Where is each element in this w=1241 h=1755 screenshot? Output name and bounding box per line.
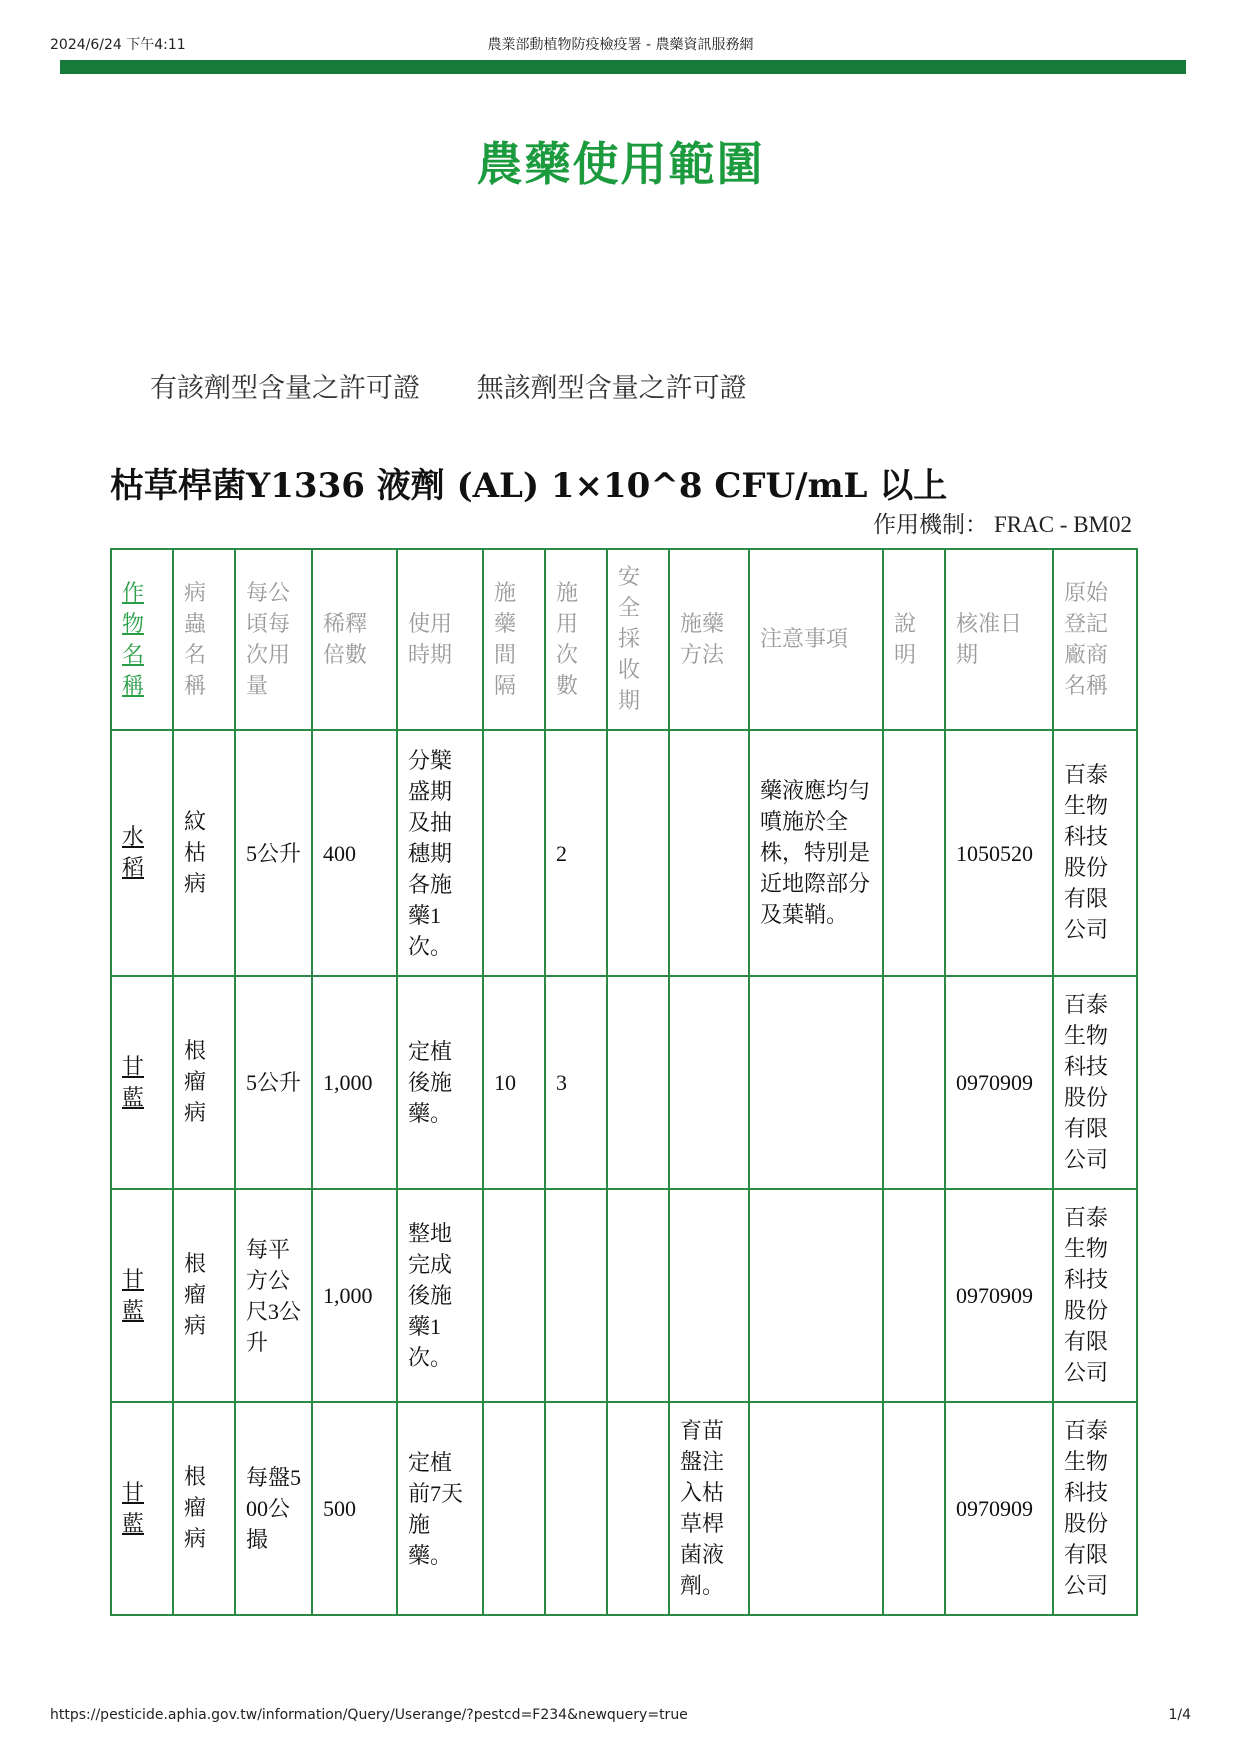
tab-without-license[interactable]: 無該劑型含量之許可證 (476, 373, 747, 404)
cell-company: 百泰生物科技股份有限公司 (1053, 976, 1137, 1189)
mechanism (873, 506, 1132, 539)
cell-timing: 整地完成後施藥1次。 (397, 1189, 483, 1402)
cell-crop[interactable]: 甘藍 (111, 1189, 173, 1402)
cell-pest: 根瘤病 (173, 976, 235, 1189)
cell-pest: 根瘤病 (173, 1402, 235, 1615)
cell-times (545, 1402, 607, 1615)
cell-company: 百泰生物科技股份有限公司 (1053, 1189, 1137, 1402)
product-name: 枯草桿菌Y1336 液劑 (AL) 1×10^8 CFU/mL 以上 (110, 466, 948, 506)
cell-harvest (607, 1402, 669, 1615)
header-method: 施藥方法 (669, 549, 749, 730)
cell-harvest (607, 976, 669, 1189)
cell-crop[interactable]: 甘藍 (111, 976, 173, 1189)
cell-notes (749, 1402, 883, 1615)
mechanism-value: FRAC - BM02 (993, 512, 1132, 537)
table-row (111, 1402, 1137, 1615)
cell-method (669, 976, 749, 1189)
cell-timing: 定植前7天施藥。 (397, 1402, 483, 1615)
cell-desc (883, 1402, 945, 1615)
cell-dose: 每盤500公撮 (235, 1402, 312, 1615)
header-bar (60, 60, 1186, 74)
header-harvest: 安全採收期 (607, 549, 669, 730)
tab-with-license[interactable]: 有該劑型含量之許可證 (150, 373, 420, 404)
cell-desc (883, 1189, 945, 1402)
header-company: 原始登記廠商名稱 (1053, 549, 1137, 730)
cell-date: 0970909 (945, 976, 1053, 1189)
cell-date: 0970909 (945, 1189, 1053, 1402)
cell-pest: 根瘤病 (173, 1189, 235, 1402)
cell-dilution: 400 (312, 730, 397, 976)
header-date: 核准日期 (945, 549, 1053, 730)
cell-company: 百泰生物科技股份有限公司 (1053, 730, 1137, 976)
cell-method: 育苗盤注入枯草桿菌液劑。 (669, 1402, 749, 1615)
cell-notes (749, 1189, 883, 1402)
cell-timing: 分櫱盛期及抽穗期各施藥1次。 (397, 730, 483, 976)
header-crop[interactable]: 作物名稱 (111, 549, 173, 730)
header-timing: 使用時期 (397, 549, 483, 730)
print-timestamp: 2024/6/24 下午4:11 (50, 37, 186, 53)
cell-times: 3 (545, 976, 607, 1189)
cell-interval (483, 1402, 545, 1615)
cell-method (669, 1189, 749, 1402)
cell-notes (749, 976, 883, 1189)
cell-dose: 每平方公尺3公升 (235, 1189, 312, 1402)
usage-table (110, 548, 1138, 1616)
cell-dose: 5公升 (235, 976, 312, 1189)
cell-timing: 定植後施藥。 (397, 976, 483, 1189)
page-title: 農藥使用範圍 (476, 137, 765, 191)
header-times: 施用次數 (545, 549, 607, 730)
header-pest: 病蟲名稱 (173, 549, 235, 730)
cell-dilution: 1,000 (312, 976, 397, 1189)
cell-interval (483, 1189, 545, 1402)
cell-desc (883, 730, 945, 976)
cell-crop[interactable]: 甘藍 (111, 1402, 173, 1615)
cell-interval: 10 (483, 976, 545, 1189)
cell-crop[interactable]: 水稻 (111, 730, 173, 976)
cell-harvest (607, 1189, 669, 1402)
page-url: https://pesticide.aphia.gov.tw/information/Query/Userange/?pestcd=F234&newquery=true (50, 1707, 688, 1723)
header-interval: 施藥間隔 (483, 549, 545, 730)
cell-date: 0970909 (945, 1402, 1053, 1615)
table-header-row (111, 549, 1137, 730)
table-row (111, 730, 1137, 976)
document-title: 農業部動植物防疫檢疫署 - 農藥資訊服務網 (487, 37, 754, 53)
mechanism-label: 作用機制： (872, 512, 988, 538)
cell-date: 1050520 (945, 730, 1053, 976)
cell-times: 2 (545, 730, 607, 976)
cell-times (545, 1189, 607, 1402)
cell-harvest (607, 730, 669, 976)
table-row (111, 976, 1137, 1189)
header-dilution: 稀釋倍數 (312, 549, 397, 730)
page-number: 1/4 (1168, 1707, 1191, 1723)
license-tabs (150, 366, 747, 405)
cell-method (669, 730, 749, 976)
cell-dilution: 1,000 (312, 1189, 397, 1402)
header-notes: 注意事項 (749, 549, 883, 730)
header-dose: 每公頃每次用量 (235, 549, 312, 730)
cell-pest: 紋枯病 (173, 730, 235, 976)
cell-dose: 5公升 (235, 730, 312, 976)
cell-company: 百泰生物科技股份有限公司 (1053, 1402, 1137, 1615)
cell-notes: 藥液應均勻噴施於全株，特別是近地際部分及葉鞘。 (749, 730, 883, 976)
cell-dilution: 500 (312, 1402, 397, 1615)
cell-desc (883, 976, 945, 1189)
cell-interval (483, 730, 545, 976)
header-desc: 說明 (883, 549, 945, 730)
table-row (111, 1189, 1137, 1402)
